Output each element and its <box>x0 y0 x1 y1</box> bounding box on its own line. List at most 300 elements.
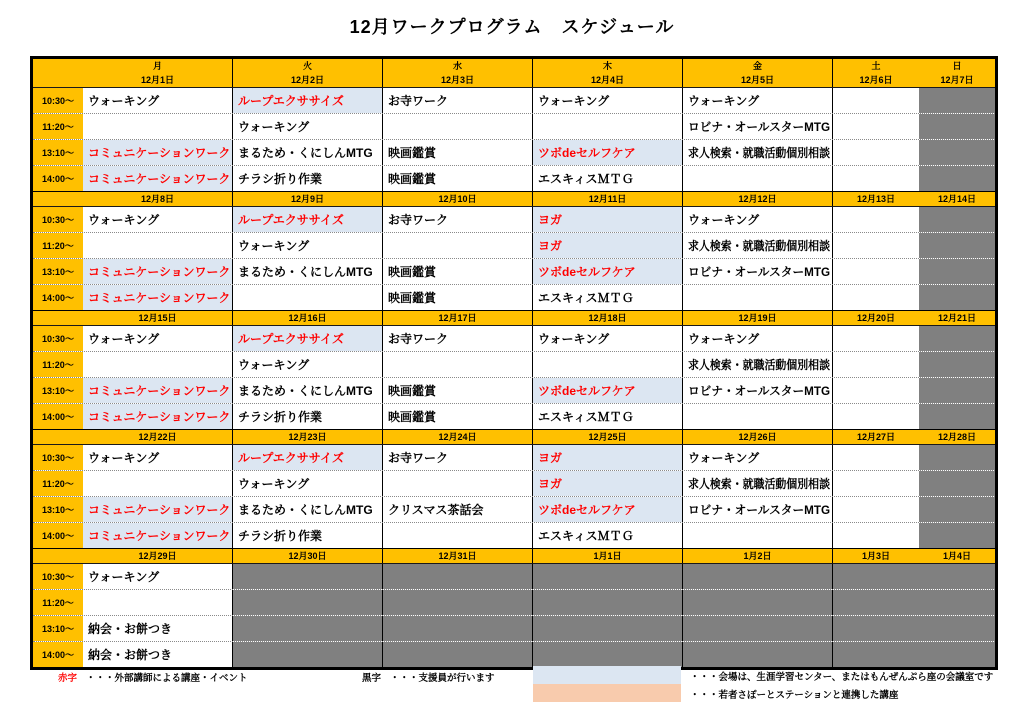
schedule-cell-text: ヨガ <box>538 477 563 491</box>
date-cell: 12月3日 <box>383 73 533 87</box>
time-column-header <box>33 311 83 325</box>
schedule-cell <box>533 590 683 615</box>
schedule-cell <box>383 497 533 522</box>
schedule-cell <box>383 471 533 496</box>
time-label: 11:20～ <box>33 114 83 139</box>
schedule-cell <box>833 445 919 470</box>
schedule-cell <box>383 285 533 310</box>
schedule-cell-text: 映画鑑賞 <box>388 410 437 424</box>
schedule-cell-text: 映画鑑賞 <box>388 384 437 398</box>
schedule-cell-text: ウォーキング <box>88 213 160 227</box>
schedule-cell <box>533 326 683 351</box>
date-cell: 1月1日 <box>533 549 683 563</box>
time-label: 14:00～ <box>33 523 83 548</box>
schedule-cell <box>919 233 995 258</box>
schedule-cell <box>683 207 833 232</box>
schedule-cell-text: 映画鑑賞 <box>388 291 437 305</box>
schedule-cell-text: ウォーキング <box>88 332 160 346</box>
schedule-cell <box>683 259 833 284</box>
schedule-cell <box>233 378 383 403</box>
schedule-cell-text: コミュニケーションワーク <box>88 291 231 305</box>
time-label: 10:30～ <box>33 326 83 351</box>
time-label: 10:30～ <box>33 207 83 232</box>
schedule-cell-text: 求人検索・就職活動個別相談 <box>688 358 831 372</box>
date-cell: 12月30日 <box>233 549 383 563</box>
date-cell: 12月15日 <box>83 311 233 325</box>
schedule-cell-text: ツボdeセルフケア <box>538 265 636 279</box>
legend-black-label: 黒字 <box>362 673 382 684</box>
schedule-cell <box>83 114 233 139</box>
schedule-cell <box>919 140 995 165</box>
schedule-cell-text: ウォーキング <box>238 239 310 253</box>
schedule-cell <box>233 207 383 232</box>
schedule-cell <box>683 590 833 615</box>
schedule-cell <box>833 590 919 615</box>
schedule-cell <box>83 259 233 284</box>
schedule-cell <box>383 404 533 429</box>
date-cell: 12月5日 <box>683 73 833 87</box>
schedule-cell <box>533 378 683 403</box>
schedule-cell <box>233 233 383 258</box>
legend-blue-desc: ・・・会場は、生涯学習センター、またはもんぜんぷら座の会議室です <box>690 672 994 683</box>
schedule-cell <box>833 378 919 403</box>
schedule-cell-text: チラシ折り作業 <box>238 172 323 186</box>
schedule-cell <box>683 616 833 641</box>
schedule-row <box>33 207 995 232</box>
legend-red-label: 赤字 <box>58 673 78 684</box>
day-header: 土 <box>871 60 881 71</box>
schedule-cell <box>233 352 383 377</box>
schedule-cell-text: コミュニケーションワーク <box>88 146 231 160</box>
schedule-cell <box>383 326 533 351</box>
schedule-cell <box>919 166 995 191</box>
date-cell: 12月22日 <box>83 430 233 444</box>
week-block <box>33 548 995 667</box>
date-cell: 12月16日 <box>233 311 383 325</box>
schedule-row <box>33 113 995 139</box>
schedule-cell-text: ループエクササイズ <box>238 332 344 346</box>
schedule-cell <box>383 259 533 284</box>
day-header: 日 <box>952 60 962 71</box>
schedule-cell <box>83 378 233 403</box>
schedule-cell <box>919 326 995 351</box>
schedule-cell <box>683 326 833 351</box>
schedule-cell-text: まるため・くにしんMTG <box>238 265 373 279</box>
date-row <box>33 430 995 445</box>
schedule-cell <box>833 285 919 310</box>
date-cell: 12月11日 <box>533 192 683 206</box>
date-cell: 12月12日 <box>683 192 833 206</box>
schedule-row <box>33 403 995 429</box>
schedule-cell <box>383 88 533 113</box>
schedule-row <box>33 326 995 351</box>
time-label: 10:30～ <box>33 564 83 589</box>
time-label: 10:30～ <box>33 88 83 113</box>
schedule-cell <box>383 114 533 139</box>
schedule-cell-text: ヨガ <box>538 451 563 465</box>
time-label: 13:10～ <box>33 259 83 284</box>
schedule-cell <box>233 259 383 284</box>
schedule-cell-text: エスキィスＭＴＧ <box>538 410 634 424</box>
schedule-cell <box>683 140 833 165</box>
schedule-cell <box>233 564 383 589</box>
time-label: 13:10～ <box>33 140 83 165</box>
schedule-cell <box>683 88 833 113</box>
schedule-cell <box>233 326 383 351</box>
date-cell: 12月17日 <box>383 311 533 325</box>
schedule-cell <box>833 616 919 641</box>
schedule-cell <box>683 233 833 258</box>
time-label: 11:20～ <box>33 590 83 615</box>
schedule-cell <box>83 285 233 310</box>
time-label: 14:00～ <box>33 404 83 429</box>
legend-red-desc: ・・・外部講師による講座・イベント <box>86 673 248 684</box>
schedule-cell <box>683 352 833 377</box>
schedule-cell <box>83 564 233 589</box>
week-block <box>33 59 995 191</box>
date-cell: 12月18日 <box>533 311 683 325</box>
schedule-cell <box>83 88 233 113</box>
date-cell: 12月1日 <box>83 73 233 87</box>
date-cell: 12月6日 <box>859 74 893 85</box>
schedule-cell <box>919 523 995 548</box>
schedule-cell-text: ウォーキング <box>238 120 310 134</box>
legend-orange-swatch <box>533 684 681 702</box>
schedule-cell <box>533 564 683 589</box>
date-cell: 12月7日 <box>940 74 974 85</box>
schedule-cell-text: ツボdeセルフケア <box>538 503 636 517</box>
date-row <box>33 73 995 88</box>
schedule-cell <box>919 497 995 522</box>
schedule-cell <box>233 471 383 496</box>
schedule-cell <box>233 88 383 113</box>
time-column-header <box>33 73 83 87</box>
date-cell: 12月8日 <box>83 192 233 206</box>
schedule-cell <box>833 564 919 589</box>
date-cell: 12月13日 <box>856 193 896 204</box>
schedule-cell-text: 映画鑑賞 <box>388 172 437 186</box>
schedule-cell-text: ロビナ・オールスターMTG <box>688 265 831 279</box>
time-label: 14:00～ <box>33 642 83 667</box>
schedule-cell <box>833 523 919 548</box>
schedule-row <box>33 522 995 548</box>
time-label: 13:10～ <box>33 616 83 641</box>
schedule-row <box>33 445 995 470</box>
week-block <box>33 191 995 310</box>
schedule-cell <box>83 471 233 496</box>
time-column-header <box>33 430 83 444</box>
schedule-row <box>33 258 995 284</box>
schedule-cell-text: ウォーキング <box>88 451 160 465</box>
schedule-cell <box>533 523 683 548</box>
schedule-cell <box>683 378 833 403</box>
schedule-cell <box>533 259 683 284</box>
schedule-cell <box>919 352 995 377</box>
schedule-cell <box>683 445 833 470</box>
schedule-row <box>33 589 995 615</box>
schedule-cell <box>233 523 383 548</box>
schedule-cell <box>919 590 995 615</box>
day-header-row <box>33 59 995 73</box>
week-block <box>33 310 995 429</box>
date-cell: 12月23日 <box>233 430 383 444</box>
schedule-cell-text: お寺ワーク <box>388 213 449 227</box>
page-title: 12月ワークプログラム スケジュール <box>349 17 675 37</box>
schedule-cell-text: チラシ折り作業 <box>238 410 323 424</box>
schedule-cell <box>83 233 233 258</box>
date-cell: 12月19日 <box>683 311 833 325</box>
schedule-cell-text: 求人検索・就職活動個別相談 <box>688 239 831 253</box>
date-cell: 12月21日 <box>937 312 977 323</box>
schedule-cell <box>683 166 833 191</box>
schedule-cell-text: ループエクササイズ <box>238 94 344 108</box>
schedule-cell-text: コミュニケーションワーク <box>88 384 231 398</box>
schedule-cell <box>919 445 995 470</box>
schedule-cell <box>233 616 383 641</box>
schedule-cell <box>919 564 995 589</box>
schedule-row <box>33 641 995 667</box>
schedule-cell-text: エスキィスＭＴＧ <box>538 172 634 186</box>
schedule-cell <box>919 642 995 667</box>
schedule-row <box>33 165 995 191</box>
schedule-cell <box>919 471 995 496</box>
schedule-cell <box>383 166 533 191</box>
schedule-cell-text: コミュニケーションワーク <box>88 529 231 543</box>
schedule-table <box>30 56 998 670</box>
schedule-cell <box>233 445 383 470</box>
schedule-cell <box>233 166 383 191</box>
schedule-cell <box>833 642 919 667</box>
schedule-cell-text: ロビナ・オールスターMTG <box>688 503 831 517</box>
schedule-cell <box>383 564 533 589</box>
schedule-cell-text: 映画鑑賞 <box>388 146 437 160</box>
schedule-cell <box>233 404 383 429</box>
date-cell: 12月31日 <box>383 549 533 563</box>
schedule-cell <box>233 114 383 139</box>
schedule-cell <box>833 88 919 113</box>
schedule-cell-text: ウォーキング <box>88 94 160 108</box>
schedule-cell-text: 求人検索・就職活動個別相談 <box>688 146 831 160</box>
schedule-cell <box>83 326 233 351</box>
schedule-cell <box>383 523 533 548</box>
legend-red <box>58 670 248 684</box>
schedule-row <box>33 377 995 403</box>
time-label: 13:10～ <box>33 378 83 403</box>
schedule-cell <box>683 285 833 310</box>
date-cell: 12月25日 <box>533 430 683 444</box>
schedule-cell-text: ウォーキング <box>238 477 310 491</box>
schedule-cell <box>233 642 383 667</box>
schedule-row <box>33 139 995 165</box>
schedule-cell <box>83 166 233 191</box>
date-cell: 12月29日 <box>83 549 233 563</box>
schedule-cell <box>533 88 683 113</box>
schedule-cell <box>683 642 833 667</box>
schedule-cell-text: まるため・くにしんMTG <box>238 384 373 398</box>
date-cell: 12月24日 <box>383 430 533 444</box>
schedule-cell <box>533 114 683 139</box>
schedule-cell-text: ウォーキング <box>88 570 160 584</box>
legend-black-desc: ・・・支援員が行います <box>390 673 495 684</box>
schedule-row <box>33 351 995 377</box>
time-label: 11:20～ <box>33 233 83 258</box>
schedule-cell <box>833 233 919 258</box>
schedule-cell-text: ウォーキング <box>538 94 610 108</box>
date-row <box>33 311 995 326</box>
schedule-cell <box>233 590 383 615</box>
schedule-cell <box>533 404 683 429</box>
schedule-cell-text: 納会・お餅つき <box>88 648 173 662</box>
schedule-row <box>33 88 995 113</box>
schedule-cell <box>683 497 833 522</box>
schedule-cell <box>533 471 683 496</box>
schedule-cell <box>683 114 833 139</box>
schedule-cell-text: コミュニケーションワーク <box>88 503 231 517</box>
schedule-cell <box>533 352 683 377</box>
day-header: 火 <box>233 59 383 73</box>
date-cell: 12月4日 <box>533 73 683 87</box>
schedule-cell-text: ロビナ・オールスターMTG <box>688 384 831 398</box>
schedule-cell <box>683 404 833 429</box>
schedule-cell <box>383 378 533 403</box>
day-header: 水 <box>383 59 533 73</box>
time-column-header <box>33 549 83 563</box>
schedule-cell <box>833 114 919 139</box>
time-label: 13:10～ <box>33 497 83 522</box>
schedule-cell-text: ツボdeセルフケア <box>538 146 636 160</box>
schedule-cell <box>833 352 919 377</box>
legend-blue-swatch <box>533 666 681 684</box>
schedule-cell <box>533 616 683 641</box>
schedule-row <box>33 232 995 258</box>
schedule-cell <box>919 88 995 113</box>
schedule-cell-text: まるため・くにしんMTG <box>238 146 373 160</box>
schedule-cell <box>383 445 533 470</box>
schedule-cell <box>533 285 683 310</box>
schedule-cell <box>833 471 919 496</box>
schedule-row <box>33 470 995 496</box>
schedule-cell <box>833 326 919 351</box>
date-cell: 1月2日 <box>683 549 833 563</box>
schedule-cell <box>533 166 683 191</box>
schedule-cell <box>83 404 233 429</box>
time-label: 14:00～ <box>33 166 83 191</box>
date-cell: 12月28日 <box>937 431 977 442</box>
schedule-cell <box>383 590 533 615</box>
schedule-cell-text: ウォーキング <box>688 451 760 465</box>
schedule-cell-text: ウォーキング <box>538 332 610 346</box>
time-column-header <box>33 192 83 206</box>
date-cell: 1月4日 <box>942 550 971 561</box>
schedule-cell-text: クリスマス茶話会 <box>388 503 484 517</box>
schedule-row <box>33 564 995 589</box>
schedule-cell <box>383 352 533 377</box>
schedule-cell <box>383 642 533 667</box>
schedule-cell <box>83 523 233 548</box>
schedule-cell-text: ロビナ・オールスターMTG <box>688 120 831 134</box>
schedule-cell-text: エスキィスＭＴＧ <box>538 291 634 305</box>
schedule-cell <box>233 285 383 310</box>
schedule-cell-text: ループエクササイズ <box>238 451 344 465</box>
schedule-row <box>33 496 995 522</box>
date-cell: 12月14日 <box>937 193 977 204</box>
schedule-cell-text: エスキィスＭＴＧ <box>538 529 634 543</box>
schedule-cell-text: 求人検索・就職活動個別相談 <box>688 477 831 491</box>
date-cell: 12月10日 <box>383 192 533 206</box>
schedule-cell <box>833 207 919 232</box>
schedule-cell <box>833 404 919 429</box>
time-label: 14:00～ <box>33 285 83 310</box>
day-header: 木 <box>533 59 683 73</box>
corner-cell <box>33 59 83 73</box>
schedule-row <box>33 615 995 641</box>
day-header: 金 <box>683 59 833 73</box>
schedule-cell <box>683 471 833 496</box>
schedule-cell <box>919 259 995 284</box>
schedule-cell <box>919 378 995 403</box>
schedule-cell-text: ウォーキング <box>688 332 760 346</box>
legend-orange-desc: ・・・若者さぽーとステーションと連携した講座 <box>690 690 899 701</box>
time-label: 10:30～ <box>33 445 83 470</box>
schedule-cell-text: お寺ワーク <box>388 94 449 108</box>
time-label: 11:20～ <box>33 352 83 377</box>
schedule-cell <box>533 140 683 165</box>
date-cell: 12月9日 <box>233 192 383 206</box>
schedule-cell-text: ウォーキング <box>688 94 760 108</box>
schedule-cell <box>919 114 995 139</box>
schedule-cell <box>533 445 683 470</box>
schedule-cell <box>533 233 683 258</box>
schedule-cell <box>83 445 233 470</box>
schedule-cell-text: まるため・くにしんMTG <box>238 503 373 517</box>
schedule-cell <box>83 642 233 667</box>
schedule-cell-text: お寺ワーク <box>388 451 449 465</box>
schedule-cell <box>233 140 383 165</box>
schedule-cell <box>833 166 919 191</box>
schedule-cell-text: コミュニケーションワーク <box>88 172 231 186</box>
schedule-cell <box>683 564 833 589</box>
schedule-cell-text: 映画鑑賞 <box>388 265 437 279</box>
schedule-cell <box>83 616 233 641</box>
schedule-cell-text: ヨガ <box>538 213 563 227</box>
schedule-cell-text: ツボdeセルフケア <box>538 384 636 398</box>
schedule-cell <box>233 497 383 522</box>
schedule-cell <box>919 616 995 641</box>
schedule-cell-text: ヨガ <box>538 239 563 253</box>
schedule-cell <box>383 140 533 165</box>
date-cell: 12月27日 <box>856 431 896 442</box>
date-row <box>33 549 995 564</box>
date-cell: 12月20日 <box>856 312 896 323</box>
date-cell: 12月2日 <box>233 73 383 87</box>
schedule-cell <box>83 590 233 615</box>
schedule-cell-text: ウォーキング <box>238 358 310 372</box>
schedule-cell <box>83 497 233 522</box>
schedule-cell <box>833 259 919 284</box>
legend-black <box>362 670 495 684</box>
schedule-cell <box>83 140 233 165</box>
schedule-cell <box>383 207 533 232</box>
schedule-cell <box>533 642 683 667</box>
day-header: 月 <box>83 59 233 73</box>
schedule-cell <box>683 523 833 548</box>
schedule-row <box>33 284 995 310</box>
schedule-cell <box>919 285 995 310</box>
date-cell: 12月26日 <box>683 430 833 444</box>
schedule-cell-text: チラシ折り作業 <box>238 529 323 543</box>
schedule-cell-text: 納会・お餅つき <box>88 622 173 636</box>
schedule-cell <box>919 404 995 429</box>
